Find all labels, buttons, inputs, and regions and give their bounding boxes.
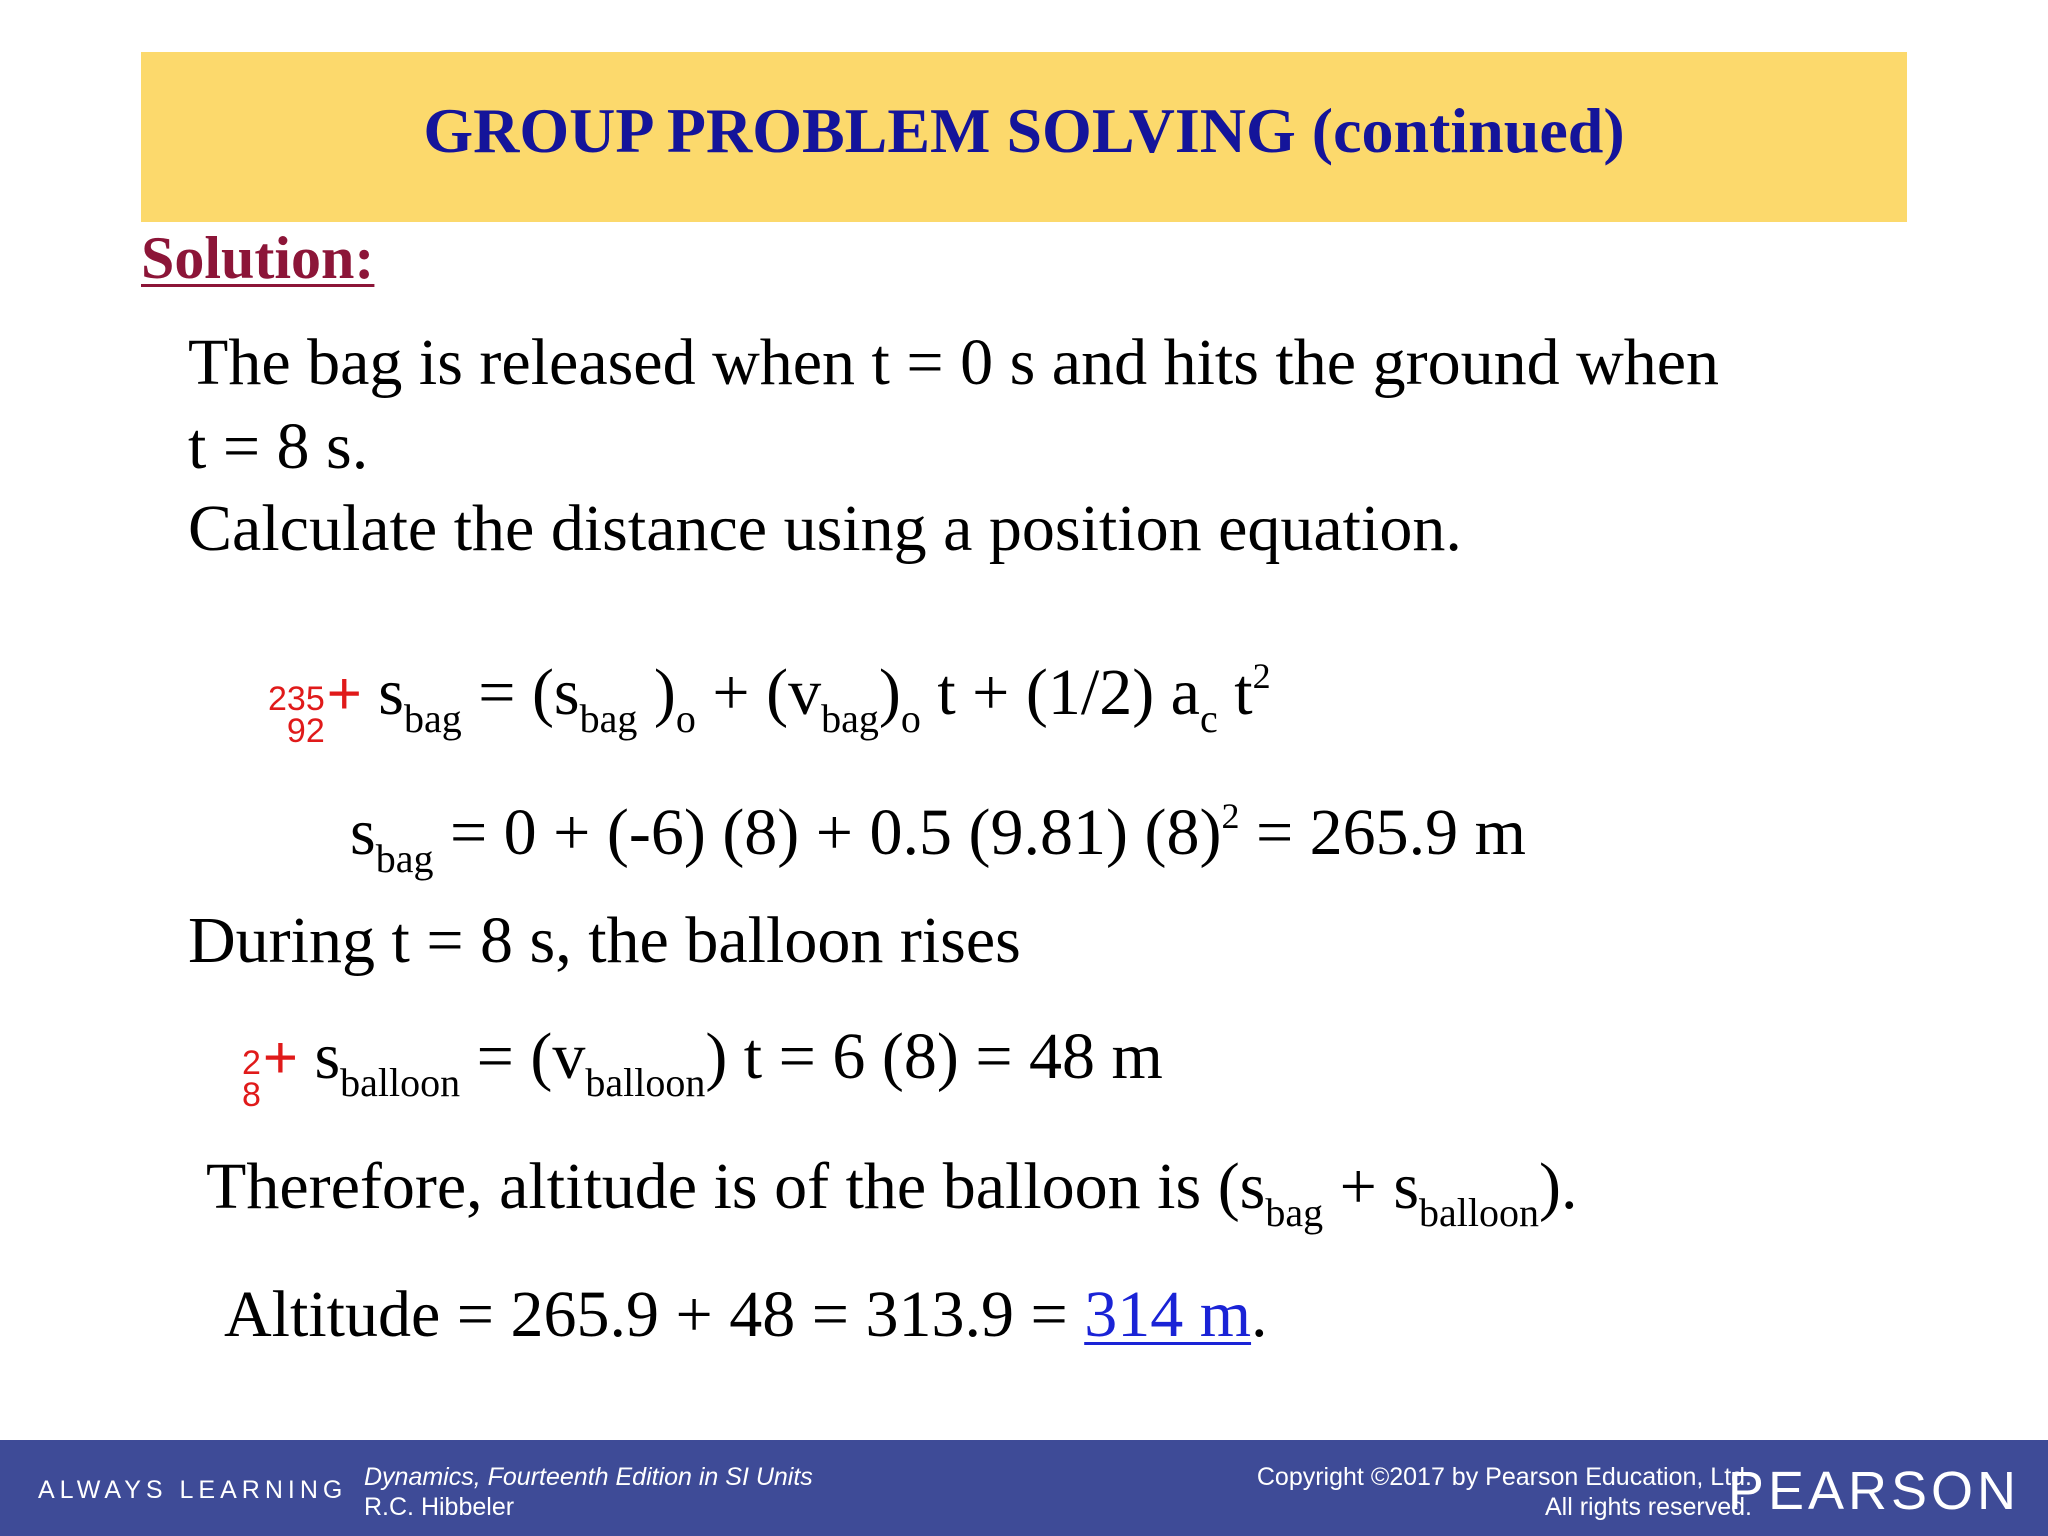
balloon-rise-equation: 2 8 + $s_{balloon} = (v_{balloon}) t = 6$ (8) = 48 m (242, 1020, 1163, 1115)
title-bar (141, 52, 1907, 222)
bag-distance-equation: $s_{bag} = 0 + (-6) (8) + 0.5$ (9.81) $(8)^2 = 265.9$ m (350, 796, 1526, 881)
sign-convention-icon: 235 92 (268, 680, 325, 751)
final-answer: 314 m (1084, 1278, 1252, 1351)
book-author: R.C. Hibbeler (364, 1493, 515, 1521)
intro-line-1: The bag is released when t = 0 s and hits the ground when (188, 326, 1720, 399)
copyright-line-2: All rights reserved. (1544, 1493, 1752, 1521)
sign-convention-plus: + (326, 660, 362, 727)
book-title: Dynamics, Fourteenth Edition in SI Units (364, 1463, 813, 1491)
sign-convention-icon: 2 8 (242, 1044, 261, 1115)
pearson-logo: PEARSON (1727, 1461, 2020, 1521)
copyright-line-1: Copyright ©2017 by Pearson Education, Ltd. (1256, 1463, 1752, 1491)
therefore-text: Therefore, altitude is of the balloon is $(s_{bag} + s_{balloon})$. (206, 1150, 1578, 1235)
altitude-result: Altitude = 265.9 + 48 = 313.9 = 314 m. (224, 1278, 1268, 1351)
always-learning-tagline: ALWAYS LEARNING (38, 1476, 348, 1504)
footer-bar (0, 1440, 2048, 1536)
book-info (364, 1462, 813, 1522)
slide-title: GROUP PROBLEM SOLVING (continued) (423, 95, 1625, 166)
sign-convention-plus: + (262, 1024, 298, 1091)
copyright-notice (1257, 1462, 1752, 1522)
during-text: During t = 8 s, the balloon rises (188, 904, 1021, 977)
intro-line-2: t = 8 s. (188, 410, 369, 483)
intro-line-3: Calculate the distance using a position equation. (188, 492, 1462, 565)
position-equation: 235 92 + $s_{bag} = (s_{bag}$ )$_o + (v_{bag})_o$ t + (1/2) $a_c$ $t^2$ (268, 656, 1271, 751)
solution-heading: Solution: (141, 225, 375, 291)
